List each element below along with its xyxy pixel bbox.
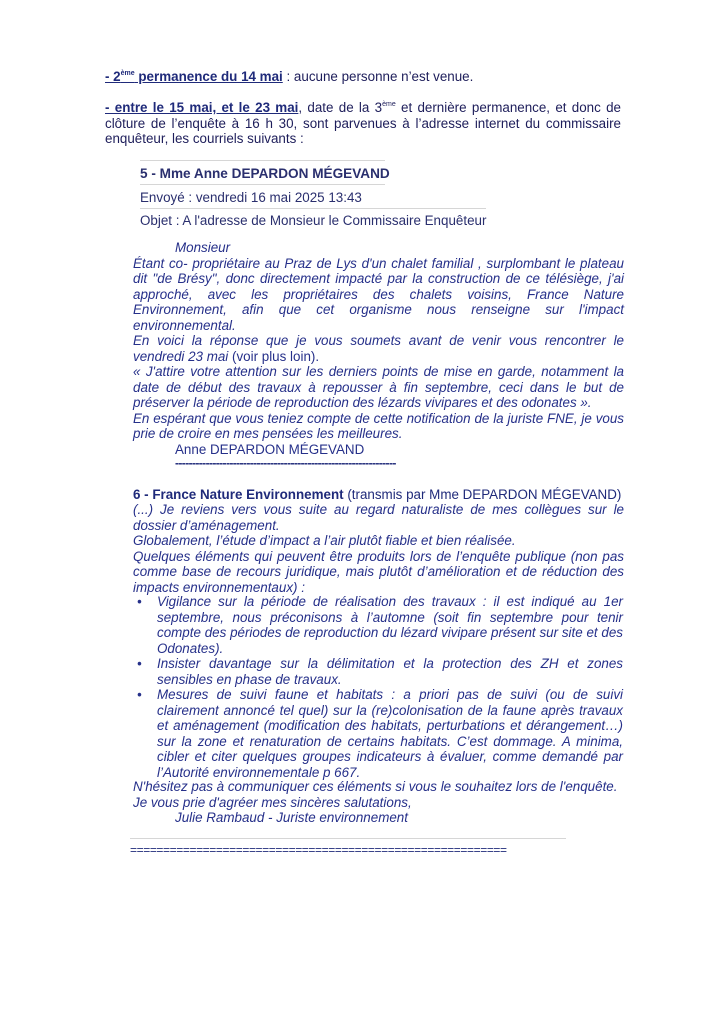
email-5-sent-date: Envoyé : vendredi 16 mai 2025 13:43 — [140, 190, 362, 205]
email-6-paragraph: Globalement, l’étude d’impact a l’air plutôt fiable et bien réalisée. — [133, 533, 516, 548]
bullet-icon: • — [137, 594, 142, 609]
dashed-separator: ----------------------------------------------------------------- — [175, 456, 396, 470]
email-6-paragraph: (...) Je reviens vers vous suite au regard naturaliste de mes collègues sur le dossier d’aménagement. — [133, 502, 624, 533]
email-5-salutation: Monsieur — [175, 240, 231, 255]
email-5-paragraph: En voici la réponse que je vous soumets avant de venir vous rencontrer le vendredi 23 mai (voir plus loin). — [133, 333, 624, 364]
bullet-icon: • — [137, 687, 142, 702]
permanence-date-bold: - 2ème permanence du 14 mai — [105, 69, 283, 84]
bullet-item: • Vigilance sur la période de réalisation des travaux : il est indiqué au 1er septembre, nous préconisons à l’automne (soit fin septembre pour tenir compte des périodes de reproduction du lézard vivipare présent sur site et des Odonates). — [137, 594, 623, 656]
divider — [140, 184, 385, 185]
divider — [140, 208, 486, 209]
bullet-item: • Mesures de suivi faune et habitats : a priori pas de suivi (ou de suivi clairement annoncé tel quel) sur la (re)colonisation de la faune après travaux et aménagement (modification des habitats, perturbations et dérangement…) sur la zone et renaturation de certains habitats. C’est dommage. A minima, cibler et citer quelques groupes indicateurs à évaluer, comme demandé par l’Autorité environnementale p 667. — [137, 687, 623, 780]
email-6-paragraph: N'hésitez pas à communiquer ces éléments si vous le souhaitez lors de l'enquête. — [133, 779, 618, 794]
email-5-body — [133, 240, 624, 457]
divider — [140, 160, 385, 161]
email-6-body — [133, 502, 624, 595]
bullet-icon: • — [137, 656, 142, 671]
email-5-title: 5 - Mme Anne DEPARDON MÉGEVAND — [140, 166, 390, 181]
email-6-paragraph: Je vous prie d'agréer mes sincères salutations, — [133, 794, 412, 810]
end-separator: ========================================================= — [130, 843, 507, 857]
paragraph-third-permanence: - entre le 15 mai, et le 23 mai, date de la 3ème et dernière permanence, et donc de clôture de l’enquête à 16 h 30, sont parvenues à l’adresse internet du commissaire enquêteur, les courriels suivants : — [105, 100, 621, 146]
divider — [130, 838, 566, 839]
bullet-item: • Insister davantage sur la délimitation et la protection des ZH et zones sensibles en phase de travaux. — [137, 656, 623, 687]
email-5-paragraph: Étant co- propriétaire au Praz de Lys d'un chalet familial , surplombant le plateau dit "de Brésy", donc directement impacté par la construction de ce télésiège, j'ai approché, avec les propriétaires des chalets voisins, France Nature Environnement, afin que cet organisme nous renseigne sur l'impact environnemental. — [133, 255, 624, 333]
email-5-quote: « J'attire votre attention sur les derniers points de mise en garde, notamment la date de début des travaux à repousser à fin septembre, ceci dans le but de préserver la période de reproduction des lézards vivipares et des odonates ». — [133, 364, 624, 410]
email-6-signature: Julie Rambaud - Juriste environnement — [175, 810, 408, 825]
email-6-paragraph: Quelques éléments qui peuvent être produits lors de l’enquête publique (non pas comme base de recours juridique, mais plutôt d’amélioration et de réduction des impacts environnementaux) : — [133, 548, 624, 595]
email-5-signature: Anne DEPARDON MÉGEVAND — [175, 441, 365, 457]
email-5-subject: Objet : A l'adresse de Monsieur le Commissaire Enquêteur — [140, 213, 487, 228]
email-5-paragraph: En espérant que vous teniez compte de cette notification de la juriste FNE, je vous prie de croire en mes pensées les meilleures. — [133, 410, 624, 441]
date-range-bold: - entre le 15 mai, et le 23 mai — [105, 100, 299, 115]
email-6-closing — [133, 779, 628, 826]
email-6-title: 6 - France Nature Environnement (transmis par Mme DEPARDON MÉGEVAND) — [133, 487, 622, 502]
paragraph-second-permanence: - 2ème permanence du 14 mai : aucune personne n’est venue. — [105, 69, 474, 84]
